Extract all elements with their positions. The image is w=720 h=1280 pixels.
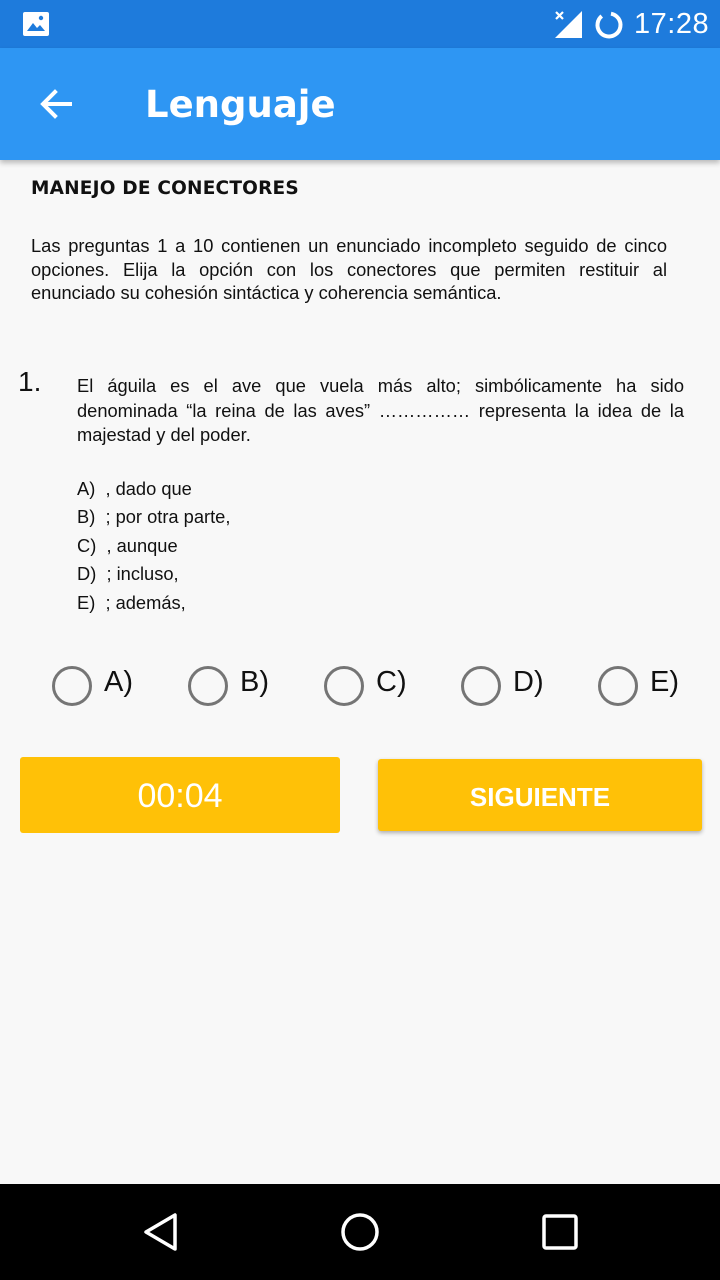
- app-bar: [0, 48, 720, 160]
- radio-circle-icon[interactable]: [52, 666, 92, 706]
- radio-circle-icon[interactable]: [188, 666, 228, 706]
- gallery-icon: [22, 11, 50, 37]
- next-button[interactable]: SIGUIENTE: [378, 759, 702, 831]
- arrow-back-icon[interactable]: [36, 84, 76, 124]
- battery-loading-icon: [594, 10, 624, 40]
- answer-radio-group: [0, 660, 720, 712]
- navigation-bar: [0, 1184, 720, 1280]
- option-a: A) , dado que: [77, 478, 192, 499]
- option-e: E) ; además,: [77, 591, 186, 613]
- question-text: El águila es el ave que vuela más alto; simbólicamente ha sido denominada “la reina de las aves” …………… representa la idea de la majestad y del poder.: [77, 375, 684, 445]
- question-number: 1.: [18, 366, 42, 397]
- home-circle-icon[interactable]: [339, 1211, 381, 1253]
- radio-label[interactable]: E): [650, 666, 679, 698]
- radio-circle-icon[interactable]: [598, 666, 638, 706]
- radio-label[interactable]: A): [104, 666, 133, 698]
- option-c: C) , aunque: [77, 534, 178, 556]
- recents-square-icon[interactable]: [541, 1213, 579, 1251]
- status-bar: [0, 0, 720, 48]
- option-b: B) ; por otra parte,: [77, 506, 231, 528]
- section-title: MANEJO DE CONECTORES: [31, 178, 299, 199]
- timer-display: 00:04: [20, 757, 340, 833]
- page-title: Lenguaje: [145, 83, 336, 126]
- signal-icon: [552, 9, 584, 39]
- option-d: D) ; incluso,: [77, 563, 179, 585]
- status-time: 17:28: [634, 8, 710, 40]
- radio-label[interactable]: B): [240, 666, 269, 698]
- option-list: [77, 477, 230, 619]
- instructions-text: Las preguntas 1 a 10 contienen un enunciado incompleto seguido de cinco opciones. Elija la opción con los conectores que permiten restituir al enunciado su cohesión sintáctica y coherencia semántica.: [31, 235, 667, 303]
- radio-label[interactable]: C): [376, 666, 407, 698]
- back-triangle-icon[interactable]: [140, 1210, 182, 1254]
- radio-circle-icon[interactable]: [324, 666, 364, 706]
- radio-circle-icon[interactable]: [461, 666, 501, 706]
- radio-label[interactable]: D): [513, 666, 544, 698]
